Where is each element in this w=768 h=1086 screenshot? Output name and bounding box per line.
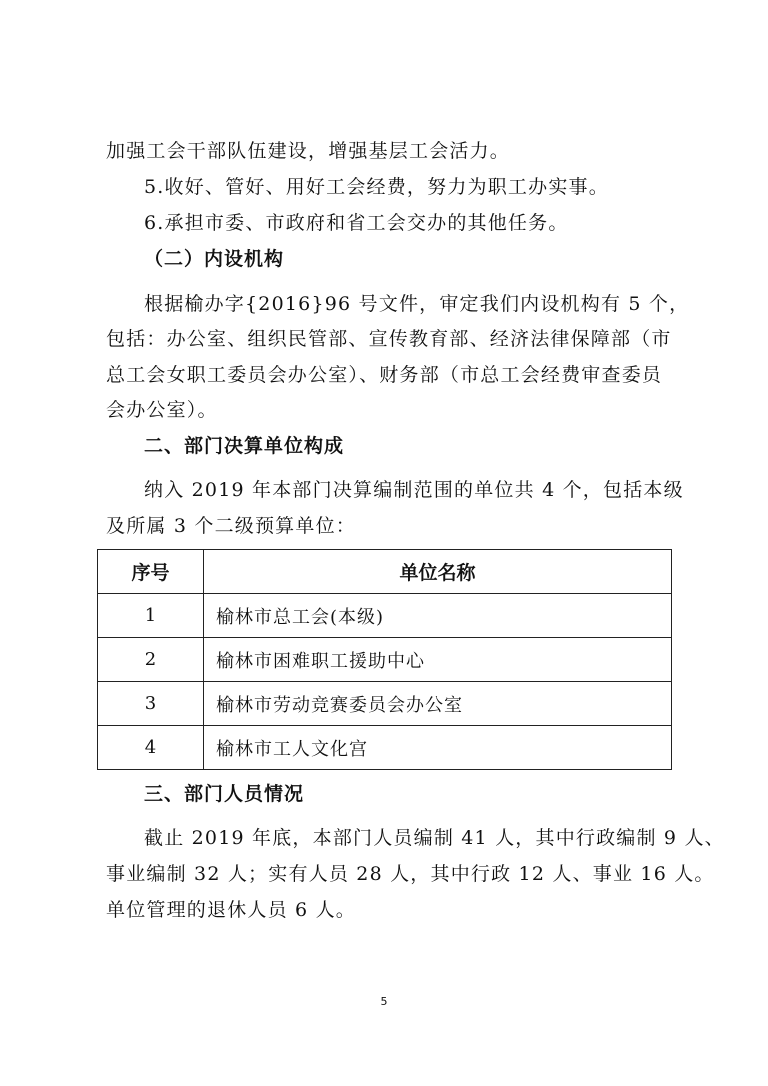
table-row [98,726,672,770]
unit-name: 榆林市劳动竞赛委员会办公室 [204,682,672,726]
units-table [97,549,672,770]
paragraph-line: 单位管理的退休人员 6 人。 [106,899,356,921]
section-heading-units: 二、部门决算单位构成 [144,435,345,457]
unit-name: 榆林市困难职工援助中心 [204,638,672,682]
paragraph-line: 及所属 3 个二级预算单位： [106,515,356,537]
unit-name: 榆林市总工会(本级) [204,594,672,638]
row-number: 2 [98,638,204,682]
paragraph-line: 会办公室）。 [106,399,218,421]
list-item-6: 6.承担市委、市政府和省工会交办的其他任务。 [144,212,569,234]
section-heading-staff: 三、部门人员情况 [144,783,305,805]
page-number: 5 [380,995,388,1008]
paragraph-line: 包括：办公室、组织民管部、宣传教育部、经济法律保障部（市 [106,328,672,350]
paragraph-line: 根据榆办字{2016}96 号文件，审定我们内设机构有 5 个， [144,293,690,315]
row-number: 4 [98,726,204,770]
unit-name: 榆林市工人文化宫 [204,726,672,770]
column-header-unit-name: 单位名称 [204,550,672,594]
paragraph-line: 总工会女职工委员会办公室）、财务部（市总工会经费审查委员 [106,364,663,386]
row-number: 3 [98,682,204,726]
list-item-5: 5.收好、管好、用好工会经费，努力为职工办实事。 [144,176,609,198]
row-number: 1 [98,594,204,638]
table-row [98,594,672,638]
table-header-row [98,550,672,594]
column-header-number: 序号 [98,550,204,594]
paragraph-line: 截止 2019 年底，本部门人员编制 41 人，其中行政编制 9 人、 [144,827,725,849]
table-row [98,682,672,726]
paragraph-line: 纳入 2019 年本部门决算编制范围的单位共 4 个，包括本级 [144,479,684,501]
paragraph-line: 事业编制 32 人；实有人员 28 人，其中行政 12 人、事业 16 人。 [106,863,715,885]
paragraph-line: 加强工会干部队伍建设，增强基层工会活力。 [106,140,511,162]
section-heading-internal-structure: （二）内设机构 [144,248,285,270]
table-row [98,638,672,682]
